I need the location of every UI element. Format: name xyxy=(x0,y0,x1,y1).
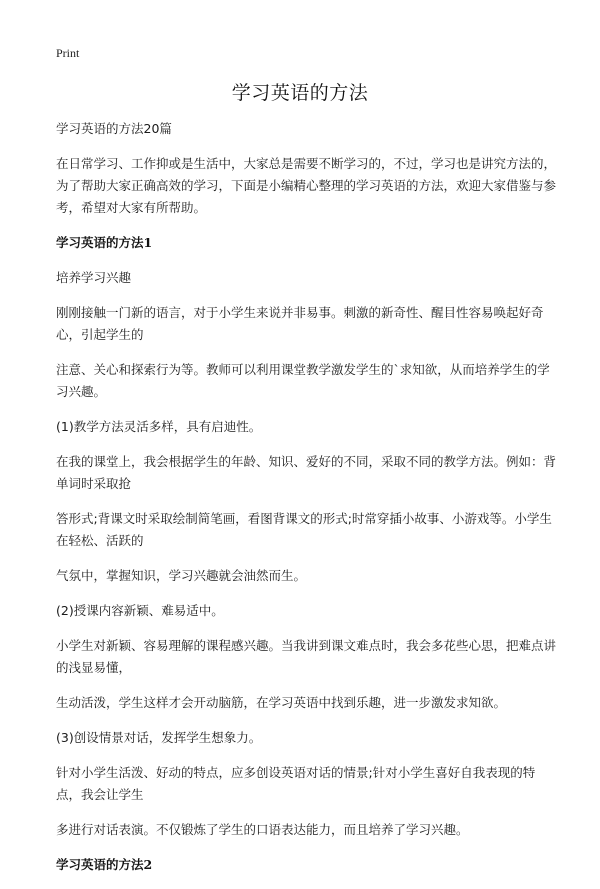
paragraph: 答形式;背课文时采取绘制简笔画，看图背课文的形式;时常穿插小故事、小游戏等。小学生在轻松、活跃的 xyxy=(56,511,552,548)
page-title: 学习英语的方法 xyxy=(231,82,369,104)
paragraph: 在我的课堂上，我会根据学生的年龄、知识、爱好的不同，采取不同的教学方法。例如：背单词时采取抢 xyxy=(56,454,557,491)
section-heading-2: 学习英语的方法2 xyxy=(56,857,153,872)
paragraph: 刚刚接触一门新的语言，对于小学生来说并非易事。刺激的新奇性、醒目性容易唤起好奇心，引起学生的 xyxy=(56,305,544,342)
paragraph: 多进行对话表演。不仅锻炼了学生的口语表达能力，而且培养了学习兴趣。 xyxy=(56,822,469,837)
paragraph: 培养学习兴趣 xyxy=(56,270,132,285)
section-heading-1: 学习英语的方法1 xyxy=(56,235,153,250)
paragraph: (2)授课内容新颖、难易适中。 xyxy=(56,603,224,618)
paragraph: (3)创设情景对话，发挥学生想象力。 xyxy=(56,730,262,745)
paragraph: 生动活泼，学生这样才会开动脑筋，在学习英语中找到乐趣，进一步激发求知欲。 xyxy=(56,695,507,710)
intro-paragraph: 在日常学习、工作抑或是生活中，大家总是需要不断学习的，不过，学习也是讲究方法的，为了帮助大家正确高效的学习，下面是小编精心整理的学习英语的方法，欢迎大家借鉴与参考，希望对大家有所帮助。 xyxy=(56,156,557,215)
print-link[interactable]: Print xyxy=(56,46,80,60)
subtitle-paragraph: 学习英语的方法20篇 xyxy=(56,121,172,136)
paragraph: 小学生对新颖、容易理解的课程感兴趣。当我讲到课文难点时，我会多花些心思，把难点讲的浅显易懂， xyxy=(56,638,557,675)
paragraph: 针对小学生活泼、好动的特点，应多创设英语对话的情景;针对小学生喜好自我表现的特点，我会让学生 xyxy=(56,765,536,802)
paragraph: 气氛中，掌握知识，学习兴趣就会油然而生。 xyxy=(56,568,307,583)
document-body xyxy=(56,118,556,889)
paragraph: 注意、关心和探索行为等。教师可以利用课堂教学激发学生的`求知欲，从而培养学生的学习兴趣。 xyxy=(56,362,550,399)
paragraph: (1)教学方法灵活多样，具有启迪性。 xyxy=(56,419,262,434)
